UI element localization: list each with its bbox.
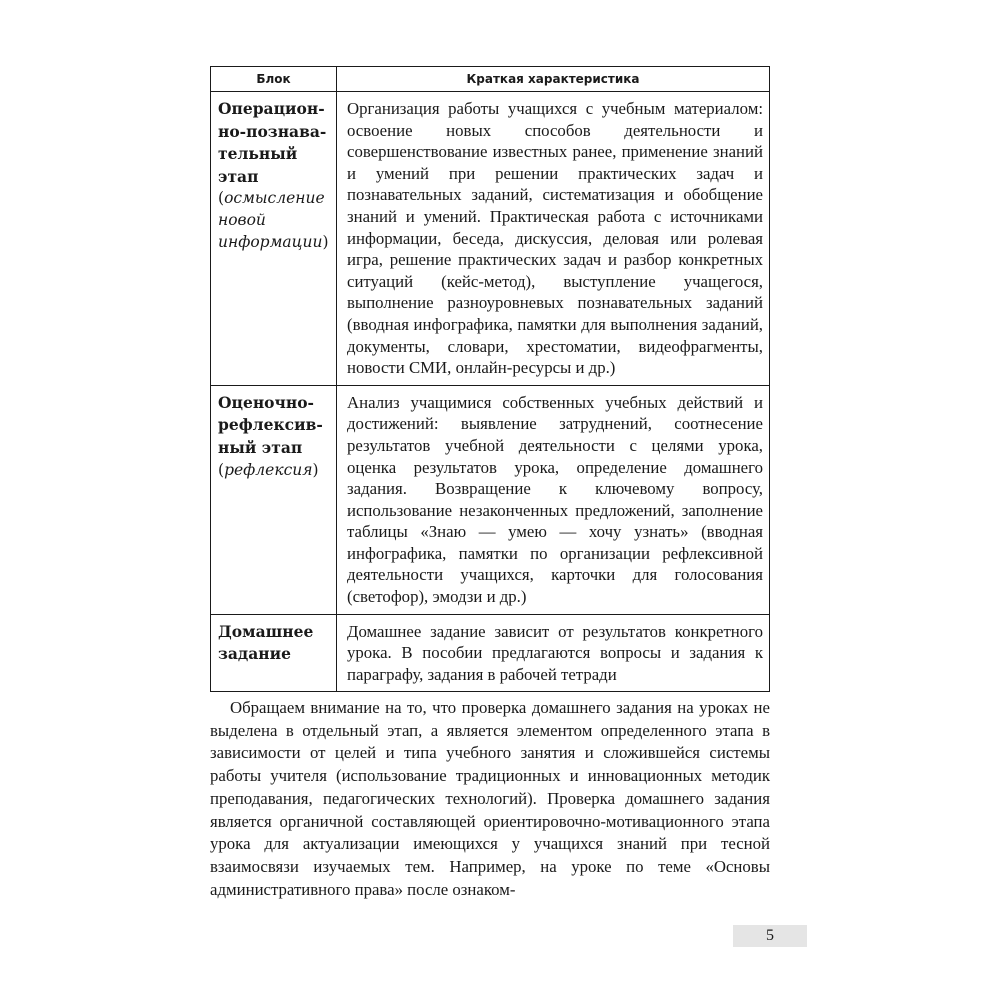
body-paragraph: Обращаем внимание на то, что проверка домашнего задания на уроках не выделена в отдельный этап, а является элементом определенного этапа в зависимости от целей и типа учебного занятия и сложившейся системы работы учителя (использование традиционных и инновационных методик преподавания, педагогических технологий). Проверка домашнего задания является органичной составляющей ориентировочно-мотивационного этапа урока для актуализации имеющихся у учащихся знаний при тесной взаимосвязи изучаемых тем. Например, на уроке по теме «Основы административного права» после ознаком-	[210, 698, 770, 899]
block-title: Операцион-но-познава-тельный этап	[218, 99, 327, 186]
table-row	[211, 385, 770, 614]
block-paren-open: (	[218, 189, 225, 208]
lesson-structure-table	[210, 66, 770, 692]
description-cell: Организация работы учащихся с учебным материалом: освоение новых способов деятельности и совершенствование известных ранее, применение знаний и умений при решении практических задач и познавательных заданий, систематизация и обобщение знаний и умений. Практическая работа с источниками информации, беседа, дискуссия, деловая или ролевая игра, решение практических задач и разбор конкретных ситуаций (кейс-метод), выступление учащегося, выполнение разноуровневых познавательных заданий (вводная инфографика, памятки для выполнения заданий, документы, словари, хрестоматии, видеофрагменты, новости СМИ, онлайн-ресурсы и др.)	[337, 92, 770, 386]
block-subtitle: осмысление новой информации	[218, 189, 325, 251]
table-header-row	[211, 67, 770, 92]
block-title: Оценочно-рефлексив-ный этап	[218, 392, 323, 457]
table-row	[211, 92, 770, 386]
block-cell	[211, 614, 337, 692]
block-paren-open: (	[218, 460, 225, 479]
block-cell	[211, 385, 337, 614]
block-title: Домашнее задание	[218, 621, 314, 664]
table-row	[211, 614, 770, 692]
block-cell	[211, 92, 337, 386]
block-paren-close: )	[312, 460, 319, 479]
header-description: Краткая характеристика	[337, 67, 770, 92]
description-cell: Анализ учащимися собственных учебных действий и достижений: выявление затруднений, соотнесение результатов учебной деятельности с целями урока, оценка результатов урока, определение домашнего задания. Возвращение к ключевому вопросу, использование незаконченных предложений, заполнение таблицы «Знаю — умею — хочу узнать» (вводная инфографика, памятки по организации рефлексивной деятельности учащихся, карточки для голосования (светофор), эмодзи и др.)	[337, 385, 770, 614]
header-block: Блок	[211, 67, 337, 92]
block-paren-close: )	[322, 232, 329, 251]
description-cell: Домашнее задание зависит от результатов конкретного урока. В пособии предлагаются вопросы и задания к параграфу, задания в рабочей тетради	[337, 614, 770, 692]
block-subtitle: рефлексия	[224, 460, 313, 479]
page-number: 5	[733, 925, 807, 947]
